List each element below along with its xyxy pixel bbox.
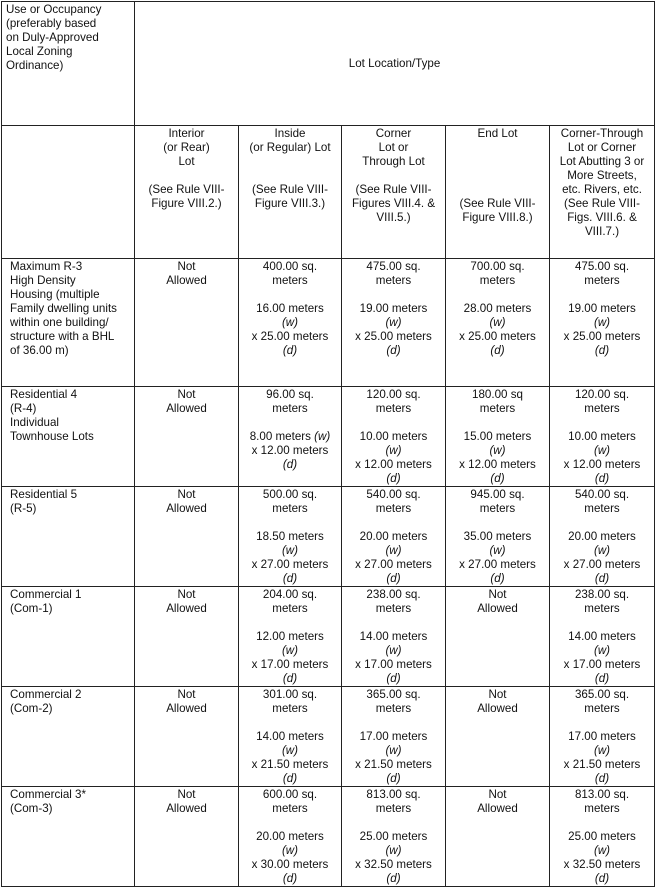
row-label-r4: Residential 4 (R-4) Individual Townhouse Lots [2, 387, 135, 487]
use-occupancy-header: Use or Occupancy (preferably based on Duly-Approved Local Zoning Ordinance) [2, 2, 135, 126]
cell-requirement: 120.00 sq. meters 10.00 meters (w) x 12.00 meters (d) [342, 387, 446, 487]
column-header-end-lot: End Lot (See Rule VIII- Figure VIII.8.) [446, 126, 550, 259]
cell-not-allowed: Not Allowed [446, 687, 550, 787]
cell-requirement: 475.00 sq. meters 19.00 meters (w) x 25.00 meters (d) [342, 259, 446, 387]
cell-not-allowed: Not Allowed [135, 487, 239, 587]
lot-requirements-table [1, 1, 655, 887]
cell-requirement: 540.00 sq. meters 20.00 meters (w) x 27.00 meters (d) [342, 487, 446, 587]
cell-requirement: 700.00 sq. meters 28.00 meters (w) x 25.00 meters (d) [446, 259, 550, 387]
cell-requirement: 120.00 sq. meters 10.00 meters (w) x 12.00 meters (d) [550, 387, 655, 487]
cell-not-allowed: Not Allowed [135, 787, 239, 887]
cell-requirement: 365.00 sq. meters 17.00 meters (w) x 21.50 meters (d) [550, 687, 655, 787]
column-header-inside-lot: Inside (or Regular) Lot (See Rule VIII- Figure VIII.3.) [239, 126, 342, 259]
cell-requirement: 540.00 sq. meters 20.00 meters (w) x 27.00 meters (d) [550, 487, 655, 587]
cell-not-allowed: Not Allowed [135, 587, 239, 687]
cell-requirement: 204.00 sq. meters 12.00 meters (w) x 17.00 meters (d) [239, 587, 342, 687]
cell-requirement: 96.00 sq. meters 8.00 meters (w) x 12.00 meters (d) [239, 387, 342, 487]
row-label-com2: Commercial 2 (Com-2) [2, 687, 135, 787]
cell-not-allowed: Not Allowed [135, 687, 239, 787]
cell-requirement: 813.00 sq. meters 25.00 meters (w) x 32.50 meters (d) [342, 787, 446, 887]
table-row [2, 587, 655, 687]
row-label-r3: Maximum R-3 High Density Housing (multiple Family dwelling units within one building/ structure with a BHL of 36.00 m) [2, 259, 135, 387]
cell-requirement: 475.00 sq. meters 19.00 meters (w) x 25.00 meters (d) [550, 259, 655, 387]
cell-requirement: 945.00 sq. meters 35.00 meters (w) x 27.00 meters (d) [446, 487, 550, 587]
cell-not-allowed: Not Allowed [446, 587, 550, 687]
cell-requirement: 500.00 sq. meters 18.50 meters (w) x 27.00 meters (d) [239, 487, 342, 587]
column-header-corner-through-lot: Corner-Through Lot or Corner Lot Abutting 3 or More Streets, etc. Rivers, etc. (See Rule VIII- Figs. VIII.6. & VIII.7.) [550, 126, 655, 259]
table-row [2, 259, 655, 387]
cell-requirement: 813.00 sq. meters 25.00 meters (w) x 32.50 meters (d) [550, 787, 655, 887]
cell-requirement: 400.00 sq. meters 16.00 meters (w) x 25.00 meters (d) [239, 259, 342, 387]
cell-requirement: 238.00 sq. meters 14.00 meters (w) x 17.00 meters (d) [550, 587, 655, 687]
blank-header-cell [2, 126, 135, 259]
table-row [2, 787, 655, 887]
cell-requirement: 600.00 sq. meters 20.00 meters (w) x 30.00 meters (d) [239, 787, 342, 887]
row-label-r5: Residential 5 (R-5) [2, 487, 135, 587]
table-row [2, 487, 655, 587]
column-header-corner-lot: Corner Lot or Through Lot (See Rule VIII- Figures VIII.4. & VIII.5.) [342, 126, 446, 259]
row-label-com1: Commercial 1 (Com-1) [2, 587, 135, 687]
cell-requirement: 238.00 sq. meters 14.00 meters (w) x 17.00 meters (d) [342, 587, 446, 687]
cell-not-allowed: Not Allowed [446, 787, 550, 887]
table-row [2, 387, 655, 487]
column-header-interior-lot: Interior (or Rear) Lot (See Rule VIII- Figure VIII.2.) [135, 126, 239, 259]
cell-not-allowed: Not Allowed [135, 387, 239, 487]
cell-requirement: 180.00 sq meters 15.00 meters (w) x 12.00 meters (d) [446, 387, 550, 487]
lot-location-type-header: Lot Location/Type [135, 2, 655, 126]
cell-not-allowed: Not Allowed [135, 259, 239, 387]
cell-requirement: 365.00 sq. meters 17.00 meters (w) x 21.50 meters (d) [342, 687, 446, 787]
cell-requirement: 301.00 sq. meters 14.00 meters (w) x 21.50 meters (d) [239, 687, 342, 787]
table-row [2, 687, 655, 787]
row-label-com3: Commercial 3* (Com-3) [2, 787, 135, 887]
